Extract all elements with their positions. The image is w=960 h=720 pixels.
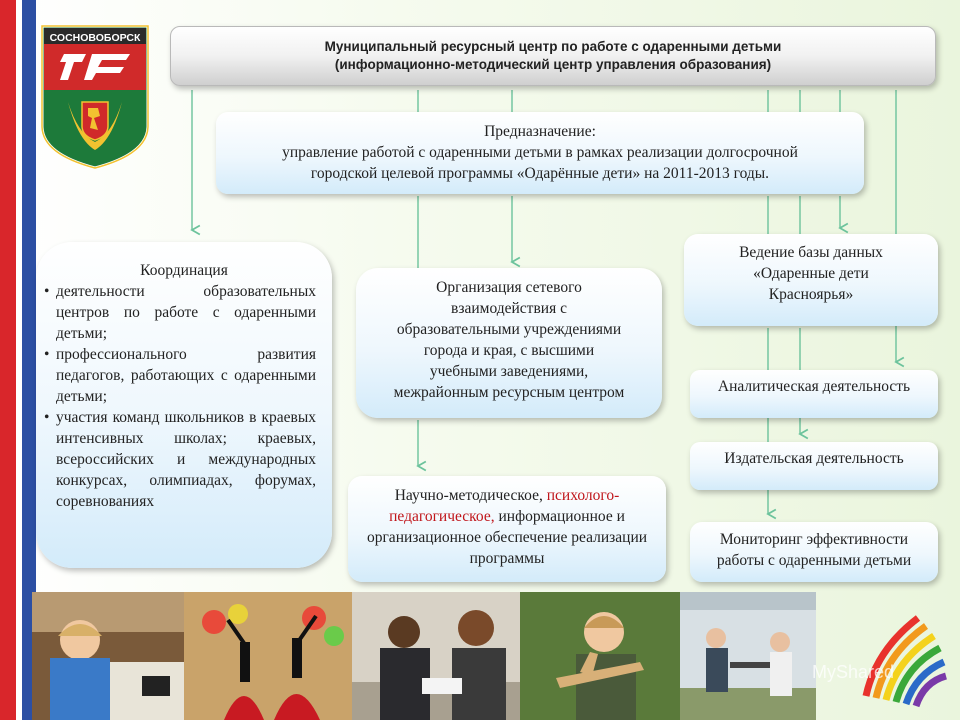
network-line-6: межрайонным ресурсным центром: [393, 384, 625, 401]
flag-stripe-red: [0, 0, 16, 720]
coordination-item: • профессионального развития педагогов, работающих с одаренными детьми;: [48, 344, 316, 407]
coordination-title: Координация: [140, 262, 228, 279]
photo-boy-at-desk: [32, 592, 184, 720]
network-line-5: учебными заведениями,: [429, 363, 589, 380]
city-coat-of-arms: [38, 22, 152, 172]
database-line-1: Ведение базы данных: [739, 244, 883, 261]
support-box: [348, 476, 666, 582]
monitoring-box: [690, 522, 938, 582]
photo-dancers: [184, 592, 352, 720]
watermark-text: MyShared: [812, 662, 895, 682]
network-line-1: Организация сетевого: [436, 279, 582, 296]
purpose-title: Предназначение:: [484, 123, 596, 140]
photo-boy-with-model: [520, 592, 680, 720]
network-line-4: города и края, с высшими: [423, 342, 595, 359]
publishing-label: Издательская деятельность: [724, 450, 904, 467]
support-text-red: психолого-педагогическое,: [389, 487, 620, 525]
emblem-city-name: СОСНОВОБОРСК: [49, 32, 141, 44]
coordination-box: [36, 242, 332, 568]
network-line-2: взаимодействия с: [451, 300, 567, 317]
header-line-1: Муниципальный ресурсный центр по работе с одаренными детьми: [324, 39, 782, 54]
analytics-box: [690, 370, 938, 418]
purpose-box: [216, 112, 864, 194]
database-line-2: «Одаренные дети: [753, 265, 869, 282]
database-box: [684, 234, 938, 326]
support-text-3: информационное и организационное обеспечение реализации программы: [366, 508, 648, 567]
purpose-line-3: городской целевой программы «Одарённые дети» на 2011-2013 годы.: [310, 165, 770, 182]
network-line-3: образовательными учреждениями: [396, 321, 622, 338]
photo-teachers: [352, 592, 520, 720]
publishing-box: [690, 442, 938, 490]
support-text-1: Научно-методическое,: [394, 487, 547, 504]
rainbow-logo: [836, 610, 948, 710]
coordination-item: • деятельности образовательных центров по работе с одаренными детьми;: [48, 281, 316, 344]
header-box: [170, 26, 936, 86]
analytics-label: Аналитическая деятельность: [717, 378, 911, 395]
network-box: [356, 268, 662, 418]
monitoring-line-1: Мониторинг эффективности: [719, 531, 909, 548]
header-line-2: (информационно-методический центр управления образования): [334, 57, 772, 72]
database-line-3: Красноярья»: [768, 286, 854, 303]
coordination-item: • участия команд школьников в краевых интенсивных школах; краевых, всероссийских и международных конкурсах, олимпиадах, форумах, соревнованиях: [48, 407, 316, 512]
photo-workshop: [680, 592, 816, 720]
photo-strip: [32, 592, 816, 720]
purpose-line-2: управление работой с одаренными детьми в рамках реализации долгосрочной: [282, 144, 798, 161]
monitoring-line-2: работы с одаренными детьми: [716, 552, 912, 569]
